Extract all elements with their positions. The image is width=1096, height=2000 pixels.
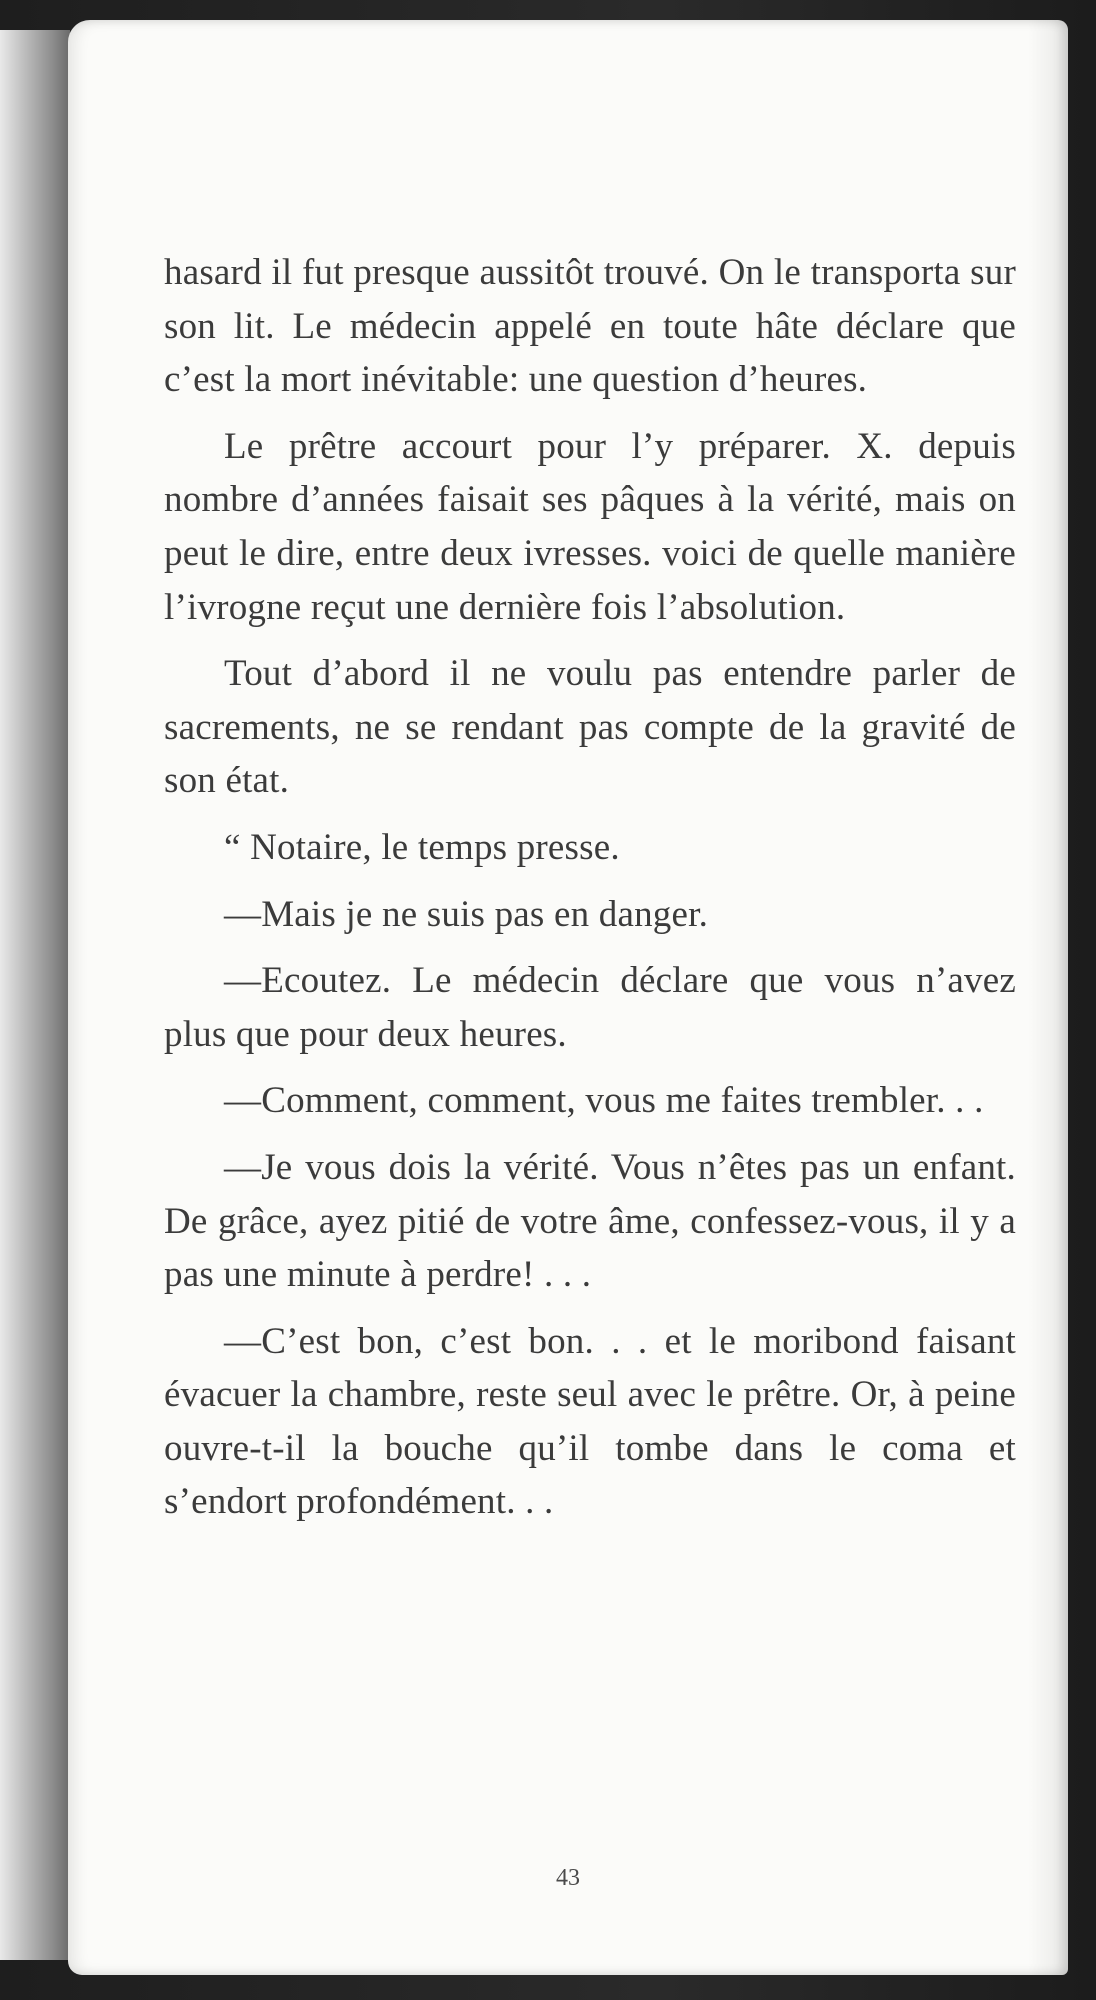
dialogue-line: —Ecoutez. Le médecin déclare que vous n’avez plus que pour deux heures. (164, 960, 1016, 1055)
dialogue-line: —C’est bon, c’est bon. . . et le moribond faisant évacuer la chambre, reste seul avec le prêtre. Or, à peine ouvre-t-il la bouche qu’il tombe dans le coma et s’endort profondément. . . (164, 1320, 1016, 1523)
page-number: 43 (556, 1865, 580, 1891)
dialogue-line: —Comment, comment, vous me faites trembler. . . (224, 1080, 984, 1122)
dialogue-line: “ Notaire, le temps presse. (224, 826, 620, 868)
page-body-text (164, 246, 1016, 1529)
dialogue-line: —Je vous dois la vérité. Vous n’êtes pas un enfant. De grâce, ayez pitié de votre âme, confessez-vous, il y a pas une minute à perdre! . . . (164, 1146, 1016, 1296)
page-shadow (1028, 20, 1068, 1975)
dialogue-line: —Mais je ne suis pas en danger. (224, 893, 709, 935)
book-page (68, 20, 1068, 1975)
paragraph: Tout d’abord il ne voulu pas entendre parler de sacrements, ne se rendant pas compte de la gravité de son état. (164, 653, 1016, 802)
previous-page-edge (0, 30, 70, 1960)
paragraph: hasard il fut presque aussitôt trouvé. On le transporta sur son lit. Le médecin appelé en toute hâte déclare que c’est la mort inévitable: une question d’heures. (164, 252, 1016, 401)
paragraph: Le prêtre accourt pour l’y préparer. X. depuis nombre d’années faisait ses pâques à la vérité, mais on peut le dire, entre deux ivresses. voici de quelle manière l’ivrogne reçut une dernière fois l’absolution. (164, 425, 1016, 628)
